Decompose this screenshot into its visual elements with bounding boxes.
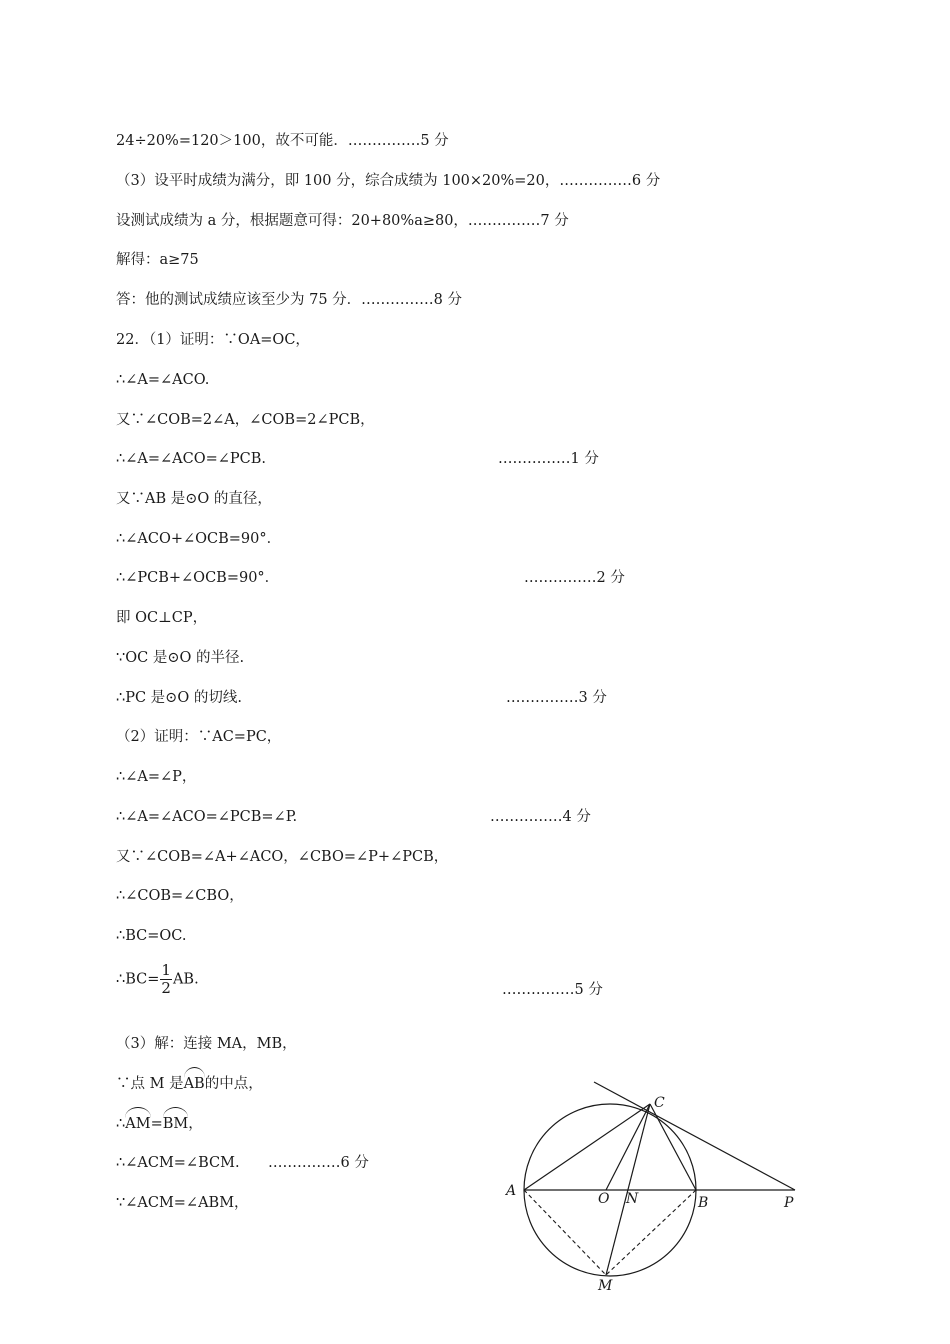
label-o: O [598,1191,610,1207]
geometry-figure [500,1075,810,1295]
line-1: 24÷20%=120＞100，故不可能．……………5 分 [116,133,449,149]
line-3: 设测试成绩为 a 分，根据题意可得：20+80%a≥80，……………7 分 [116,213,569,229]
segment-am-dashed [524,1190,606,1275]
line-17: ∴∠A=∠P， [116,769,197,785]
line-21: ∴BC=OC. [116,928,187,944]
line-25: ∴AM=BM， [116,1116,203,1132]
score-5: ……………5 分 [502,982,603,998]
line-5: 答：他的测试成绩应该至少为 75 分．……………8 分 [116,292,463,308]
label-a: A [506,1183,517,1199]
score-4: ……………4 分 [490,809,591,825]
line-18: ∴∠A=∠ACO=∠PCB=∠P. [116,809,298,825]
line-7: ∴∠A=∠ACO. [116,372,210,388]
line-13: 即 OC⊥CP， [116,610,208,626]
line-11: ∴∠ACO+∠OCB=90°． [116,531,282,547]
arc-am: AM [125,1116,151,1132]
line-10: 又∵AB 是⊙O 的直径， [116,491,272,507]
line-24: ∵点 M 是AB的中点， [116,1076,263,1092]
arc-bm: BM [162,1116,189,1132]
label-c: C [654,1095,665,1111]
line-4: 解得：a≥75 [116,252,199,268]
label-n: N [626,1191,639,1207]
arc-ab: AB [183,1076,205,1092]
line-8: 又∵∠COB=2∠A，∠COB=2∠PCB， [116,412,375,428]
line-26: ∴∠ACM=∠BCM. [116,1155,240,1171]
line-23: （3）解：连接 MA，MB， [116,1036,297,1052]
line-12: ∴∠PCB+∠OCB=90°． [116,570,280,586]
line-15: ∴PC 是⊙O 的切线. [116,690,242,706]
label-b: B [698,1195,709,1211]
label-p: P [784,1195,794,1211]
score-1: ……………1 分 [498,451,599,467]
line-16: （2）证明：∵AC=PC， [116,729,282,745]
line-6: 22．（1）证明：∵OA=OC， [116,332,310,348]
score-3: ……………3 分 [506,690,607,706]
segment-bm-dashed [606,1190,696,1275]
line-22: ∴BC= $\frac{1}{2}$ AB. [116,961,199,997]
line-19: 又∵∠COB=∠A+∠ACO，∠CBO=∠P+∠PCB， [116,849,449,865]
label-m: M [598,1278,613,1294]
score-2: ……………2 分 [524,570,625,586]
line-9: ∴∠A=∠ACO=∠PCB. [116,451,267,467]
line-27: ∵∠ACM=∠ABM， [116,1195,249,1211]
line-14: ∵OC 是⊙O 的半径. [116,650,245,666]
segment-oc [606,1104,650,1190]
line-2: （3）设平时成绩为满分，即 100 分，综合成绩为 100×20%=20，……………6 分 [116,173,661,189]
fraction-one-half: $\frac{1}{2}$ [161,961,171,997]
score-6: ……………6 分 [268,1155,369,1171]
segment-bc [650,1104,696,1190]
line-20: ∴∠COB=∠CBO， [116,888,244,904]
